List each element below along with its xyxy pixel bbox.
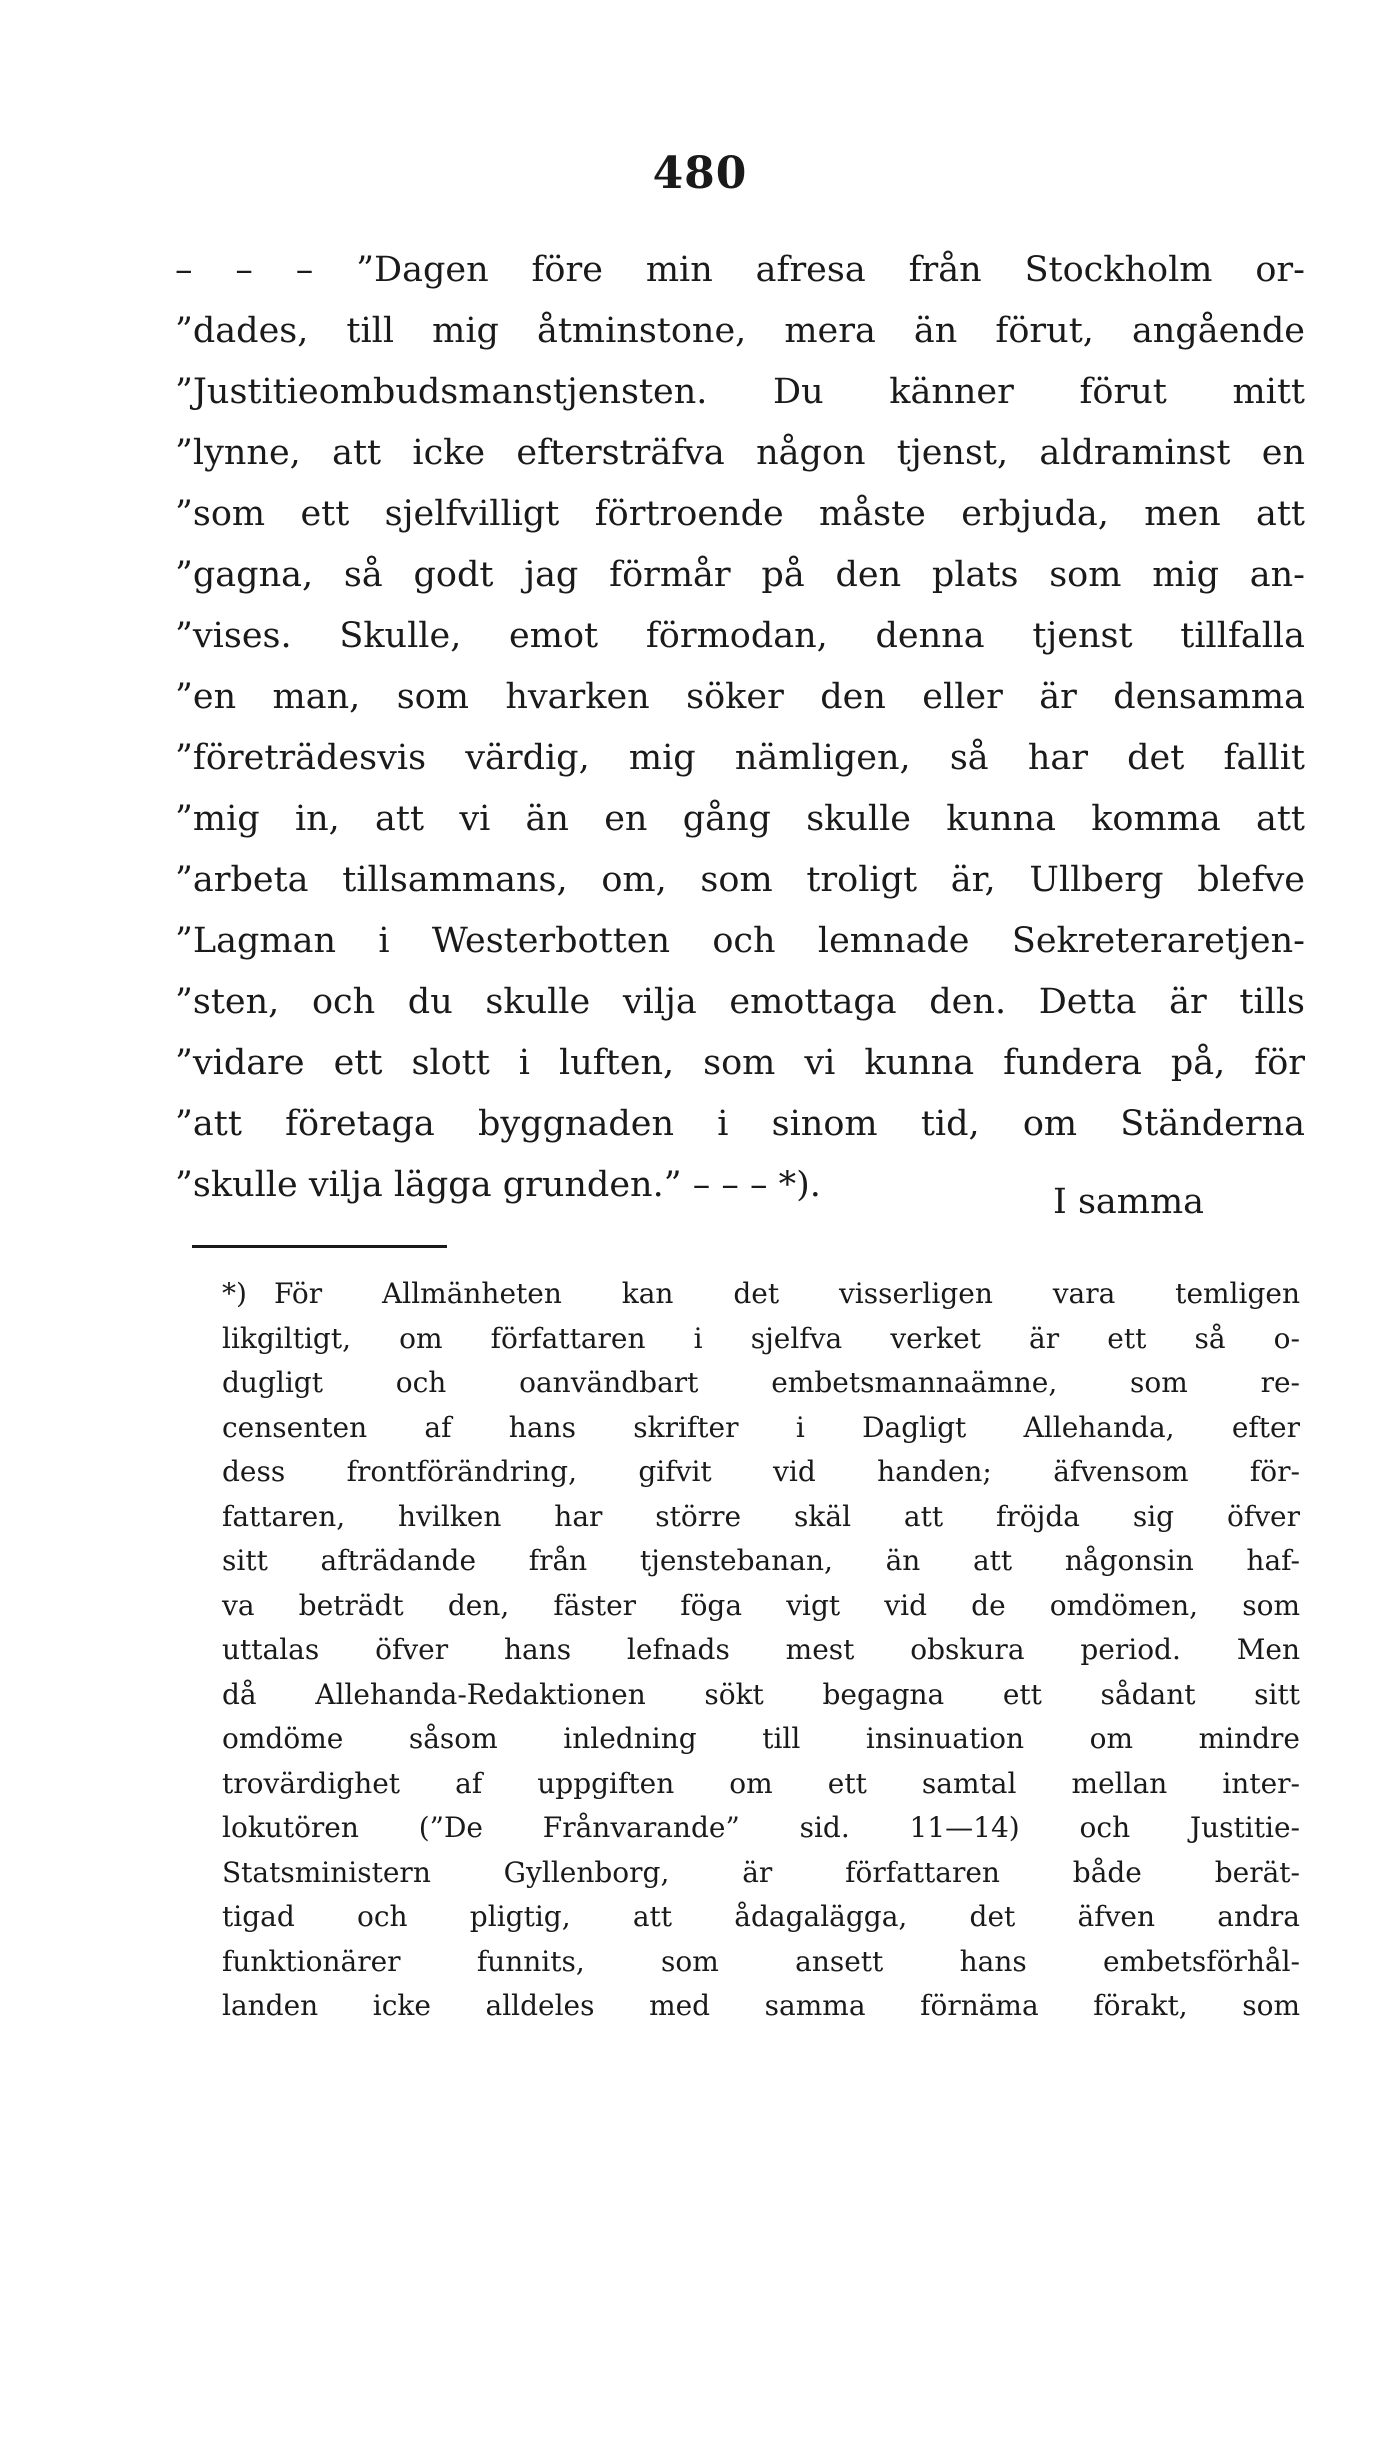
footnote-block bbox=[222, 1272, 1300, 2029]
text-line: ”som ett sjelfvilligt förtroende måste erbjuda, men att bbox=[175, 494, 1305, 534]
footnote-line: dugligt och oanvändbart embetsmannaämne, som re- bbox=[222, 1366, 1300, 1399]
footnote-marker: *) bbox=[222, 1277, 247, 1310]
footnote-line: likgiltigt, om författaren i sjelfva verket är ett så o- bbox=[222, 1321, 1300, 1355]
footnote-line: va beträdt den, fäster föga vigt vid de omdömen, som bbox=[222, 1588, 1300, 1622]
footnote-line: lokutören (”De Frånvarande” sid. 11—14) och Justitie- bbox=[222, 1811, 1300, 1844]
footnote-line: uttalas öfver hans lefnads mest obskura period. Men bbox=[222, 1633, 1300, 1666]
text-line: ”Lagman i Westerbotten och lemnade Sekreteraretjen- bbox=[175, 921, 1305, 961]
footnote-line bbox=[222, 1272, 1300, 1317]
footnote-line: omdöme såsom inledning till insinuation om mindre bbox=[222, 1722, 1300, 1755]
footnote-line: Statsministern Gyllenborg, är författaren både berät- bbox=[222, 1855, 1300, 1889]
footnote-line: landen icke alldeles med samma förnäma förakt, som bbox=[222, 1989, 1300, 2022]
text-line: ”skulle vilja lägga grunden.” – – – *). bbox=[175, 1165, 821, 1205]
text-line: ”en man, som hvarken söker den eller är densamma bbox=[175, 677, 1305, 717]
text-line: ”sten, och du skulle vilja emottaga den. Detta är tills bbox=[175, 982, 1305, 1022]
page-number: 480 bbox=[652, 148, 748, 199]
text-line: ”gagna, så godt jag förmår på den plats som mig an- bbox=[175, 555, 1305, 595]
main-text-block bbox=[175, 240, 1305, 1216]
footnote-line: censenten af hans skrifter i Dagligt Allehanda, efter bbox=[222, 1410, 1300, 1444]
text-line: ”vises. Skulle, emot förmodan, denna tjenst tillfalla bbox=[175, 616, 1305, 656]
footnote-line: trovärdighet af uppgiften om ett samtal mellan inter- bbox=[222, 1766, 1300, 1800]
text-line: ”lynne, att icke eftersträfva någon tjenst, aldraminst en bbox=[175, 433, 1305, 473]
continuation-text: I samma bbox=[1053, 1182, 1205, 1222]
text-line: ”arbeta tillsammans, om, som troligt är, Ullberg blefve bbox=[175, 860, 1305, 900]
text-line: – – – ”Dagen före min afresa från Stockholm or- bbox=[175, 250, 1305, 290]
footnote-line: sitt afträdande från tjenstebanan, än att någonsin haf- bbox=[222, 1544, 1300, 1577]
text-line: ”mig in, att vi än en gång skulle kunna komma att bbox=[175, 799, 1305, 839]
text-line: ”dades, till mig åtminstone, mera än förut, angående bbox=[175, 311, 1305, 351]
text-line: ”att företaga byggnaden i sinom tid, om Ständerna bbox=[175, 1104, 1305, 1144]
footnote-line: fattaren, hvilken har större skäl att fröjda sig öfver bbox=[222, 1499, 1300, 1533]
text-line: ”Justitieombudsmanstjensten. Du känner förut mitt bbox=[175, 372, 1305, 412]
footnote-line: dess frontförändring, gifvit vid handen; äfvensom för- bbox=[222, 1455, 1300, 1488]
footnote-separator bbox=[192, 1245, 447, 1248]
footnote-line: då Allehanda-Redaktionen sökt begagna ett sådant sitt bbox=[222, 1677, 1300, 1711]
text-line: ”företrädesvis värdig, mig nämligen, så har det fallit bbox=[175, 738, 1305, 778]
footnote-line: funktionärer funnits, som ansett hans embetsförhål- bbox=[222, 1944, 1300, 1978]
footnote-line: tigad och pligtig, att ådagalägga, det äfven andra bbox=[222, 1900, 1300, 1933]
text-line: ”vidare ett slott i luften, som vi kunna fundera på, för bbox=[175, 1043, 1305, 1083]
footnote-line-text: För Allmänheten kan det visserligen vara temligen bbox=[274, 1277, 1300, 1310]
